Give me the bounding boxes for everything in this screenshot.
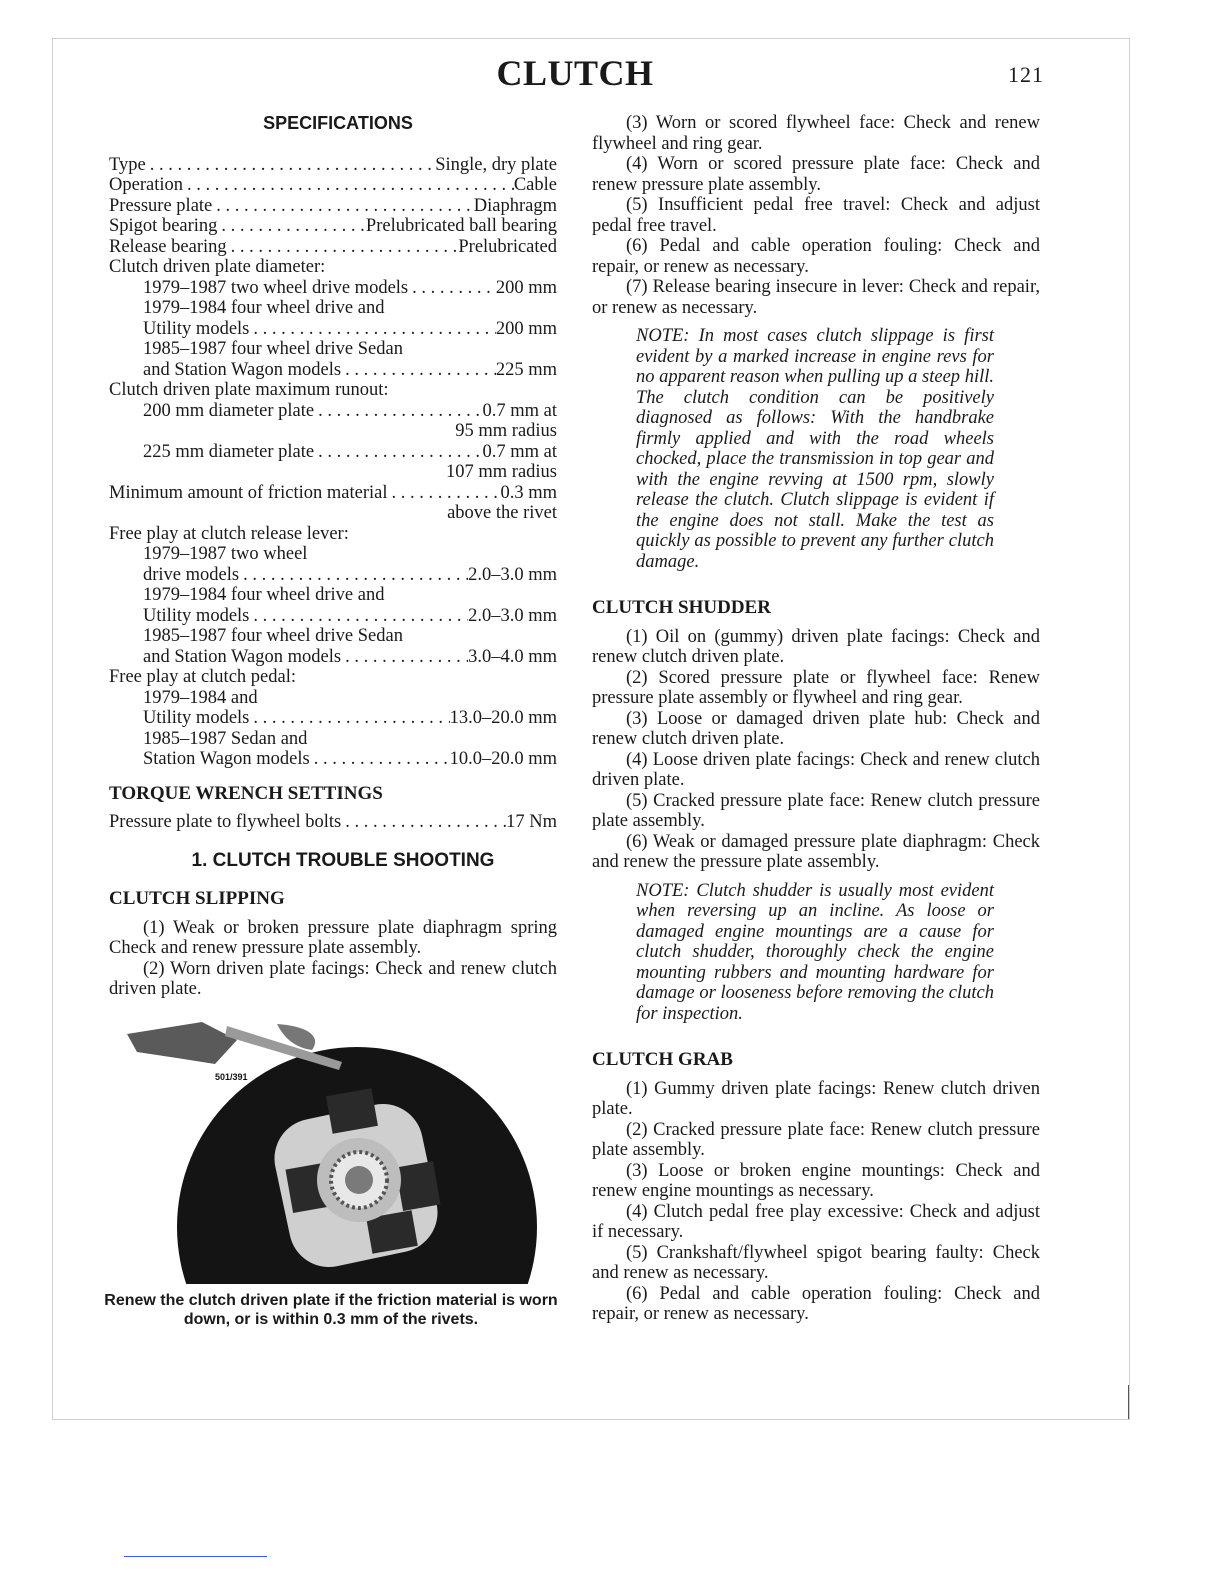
spec-row [109, 196, 557, 217]
spec-value: Diaphragm [473, 195, 557, 216]
spec-label: Pressure plate to flywheel bolts [109, 812, 342, 832]
spec-row [109, 749, 557, 770]
spec-value: Prelubricated ball bearing [365, 216, 557, 236]
spec-label: 225 mm diameter plate [143, 441, 315, 462]
spec-subline: 1985–1987 four wheel drive Sedan [143, 626, 403, 646]
list-item: (3) Loose or broken engine mountings: Check and renew engine mountings as necessary. [592, 1160, 1040, 1201]
torque-heading: TORQUE WRENCH SETTINGS [109, 782, 383, 804]
shudder-note: NOTE: Clutch shudder is usually most evident when reversing up an incline. As loose or damaged engine mountings are a cause for clutch shudder, thoroughly check the engine mounting rubbers and mounting hardware for damage or looseness before removing the clutch for inspection. [636, 880, 994, 1024]
list-item: (6) Pedal and cable operation fouling: Check and repair, or renew as necessary. [592, 1283, 1040, 1324]
photo-label: 501/391 [215, 1072, 248, 1082]
spec-label: 200 mm diameter plate [143, 400, 315, 421]
spec-value: 225 mm [495, 359, 557, 380]
spec-row [109, 360, 557, 381]
list-item: (3) Loose or damaged driven plate hub: Check and renew clutch driven plate. [592, 708, 1040, 749]
spec-group-label: Clutch driven plate diameter: [109, 257, 326, 277]
list-item: (4) Clutch pedal free play excessive: Check and adjust if necessary. [592, 1201, 1040, 1242]
spec-row [109, 647, 557, 668]
spec-subline: 1985–1987 four wheel drive Sedan [143, 339, 403, 359]
spec-row [109, 237, 557, 258]
spec-value: 13.0–20.0 mm [449, 708, 557, 728]
spec-value: 10.0–20.0 mm [449, 749, 557, 769]
list-item: (5) Crankshaft/flywheel spigot bearing faulty: Check and renew as necessary. [592, 1242, 1040, 1283]
spec-value: Cable [513, 175, 557, 195]
spec-value: 2.0–3.0 mm [468, 564, 557, 585]
specifications-heading: SPECIFICATIONS [263, 113, 413, 133]
spec-value-cont: 107 mm radius [446, 462, 557, 482]
list-item: (4) Worn or scored pressure plate face: Check and renew pressure plate assembly. [592, 154, 1040, 195]
spec-label: Operation [109, 175, 183, 195]
spec-label: Spigot bearing [109, 216, 218, 236]
spec-row [109, 319, 557, 340]
torque-row [109, 812, 557, 833]
spec-value: 200 mm [495, 277, 557, 298]
right-column [592, 113, 1040, 1325]
spec-subline: 1979–1984 four wheel drive and [143, 585, 385, 605]
spec-row [109, 708, 557, 729]
list-item: (2) Scored pressure plate or flywheel face: Renew pressure plate assembly or flywheel and ring gear. [592, 667, 1040, 708]
clutch-plate-photo [107, 1022, 555, 1284]
margin-mark [1128, 1385, 1129, 1419]
spec-row [109, 175, 557, 196]
spec-value: 0.7 mm at [482, 441, 557, 462]
figure-caption: Renew the clutch driven plate if the friction material is worn down, or is within 0.3 mm of the rivets. [104, 1292, 558, 1328]
list-item: (1) Weak or broken pressure plate diaphragm spring Check and renew pressure plate assembly. [109, 917, 557, 958]
spec-label: 1979–1987 two wheel drive models [143, 277, 409, 298]
spec-row [109, 565, 557, 586]
spec-label: Type [109, 154, 146, 175]
spec-value: 17 Nm [506, 812, 557, 832]
list-item: (1) Oil on (gummy) driven plate facings: Check and renew clutch driven plate. [592, 626, 1040, 667]
spec-value: 3.0–4.0 mm [468, 646, 557, 667]
spec-value-cont: above the rivet [447, 503, 557, 523]
spec-label: and Station Wagon models [143, 359, 342, 380]
spec-subline: 1979–1987 two wheel [143, 544, 308, 564]
spec-value-cont: 95 mm radius [455, 421, 557, 441]
spec-group-label: Clutch driven plate maximum runout: [109, 380, 389, 400]
page-number: 121 [1008, 62, 1044, 87]
spec-row [109, 216, 557, 237]
list-item: (2) Worn driven plate facings: Check and renew clutch driven plate. [109, 958, 557, 999]
troubleshooting-heading: 1. CLUTCH TROUBLE SHOOTING [191, 849, 495, 871]
list-item: (2) Cracked pressure plate face: Renew clutch pressure plate assembly. [592, 1119, 1040, 1160]
spec-value: 2.0–3.0 mm [468, 605, 557, 626]
list-item: (5) Insufficient pedal free travel: Check and adjust pedal free travel. [592, 195, 1040, 236]
spec-row [109, 278, 557, 299]
list-item: (6) Pedal and cable operation fouling: Check and repair, or renew as necessary. [592, 236, 1040, 277]
spec-label: Pressure plate [109, 195, 213, 216]
list-item: (1) Gummy driven plate facings: Renew clutch driven plate. [592, 1078, 1040, 1119]
spec-subline: 1979–1984 four wheel drive and [143, 298, 385, 318]
spec-value: Prelubricated [458, 236, 557, 257]
spec-value: 0.3 mm [500, 482, 557, 503]
list-item: (6) Weak or damaged pressure plate diaphragm: Check and renew the pressure plate assembly. [592, 831, 1040, 872]
spec-subline: 1985–1987 Sedan and [143, 728, 308, 749]
clutch-grab-heading: CLUTCH GRAB [592, 1049, 733, 1070]
spec-row [109, 606, 557, 627]
page-title: CLUTCH [496, 53, 654, 93]
spec-row [109, 483, 557, 504]
spec-label: Utility models [143, 708, 250, 728]
clutch-slipping-heading: CLUTCH SLIPPING [109, 888, 285, 909]
spec-label: and Station Wagon models [143, 646, 342, 667]
spec-group-label: Free play at clutch release lever: [109, 523, 349, 544]
spec-value: 200 mm [495, 318, 557, 339]
left-column [109, 113, 557, 1000]
spec-value: 0.7 mm at [482, 400, 557, 421]
list-item: (5) Cracked pressure plate face: Renew clutch pressure plate assembly. [592, 790, 1040, 831]
slipping-note: NOTE: In most cases clutch slippage is first evident by a marked increase in engine revs for no apparent reason when pulling up a steep hill. The clutch condition can be positively diagnosed as follows: With the handbrake firmly applied and with the road wheels chocked, place the transmission in top gear and with the engine revving at 1500 rpm, slowly release the clutch. Clutch slippage is evident if the engine does not stall. Make the test as quickly as possible to prevent any further clutch damage. [636, 326, 994, 572]
spec-subline: 1979–1984 and [143, 687, 258, 708]
spec-row [109, 442, 557, 463]
spec-label: Station Wagon models [143, 749, 310, 769]
list-item: (4) Loose driven plate facings: Check and renew clutch driven plate. [592, 749, 1040, 790]
spec-label: Utility models [143, 605, 250, 626]
spec-value: Single, dry plate [435, 154, 557, 175]
list-item: (3) Worn or scored flywheel face: Check and renew flywheel and ring gear. [592, 113, 1040, 154]
spec-label: Utility models [143, 318, 250, 339]
footer-rule [124, 1556, 267, 1557]
spec-row [109, 155, 557, 176]
list-item: (7) Release bearing insecure in lever: Check and repair, or renew as necessary. [592, 277, 1040, 318]
spec-group-label: Free play at clutch pedal: [109, 667, 296, 687]
spec-label: Minimum amount of friction material [109, 482, 388, 503]
spec-label: Release bearing [109, 236, 227, 257]
spec-row [109, 401, 557, 422]
spec-label: drive models [143, 564, 240, 585]
clutch-shudder-heading: CLUTCH SHUDDER [592, 597, 771, 618]
